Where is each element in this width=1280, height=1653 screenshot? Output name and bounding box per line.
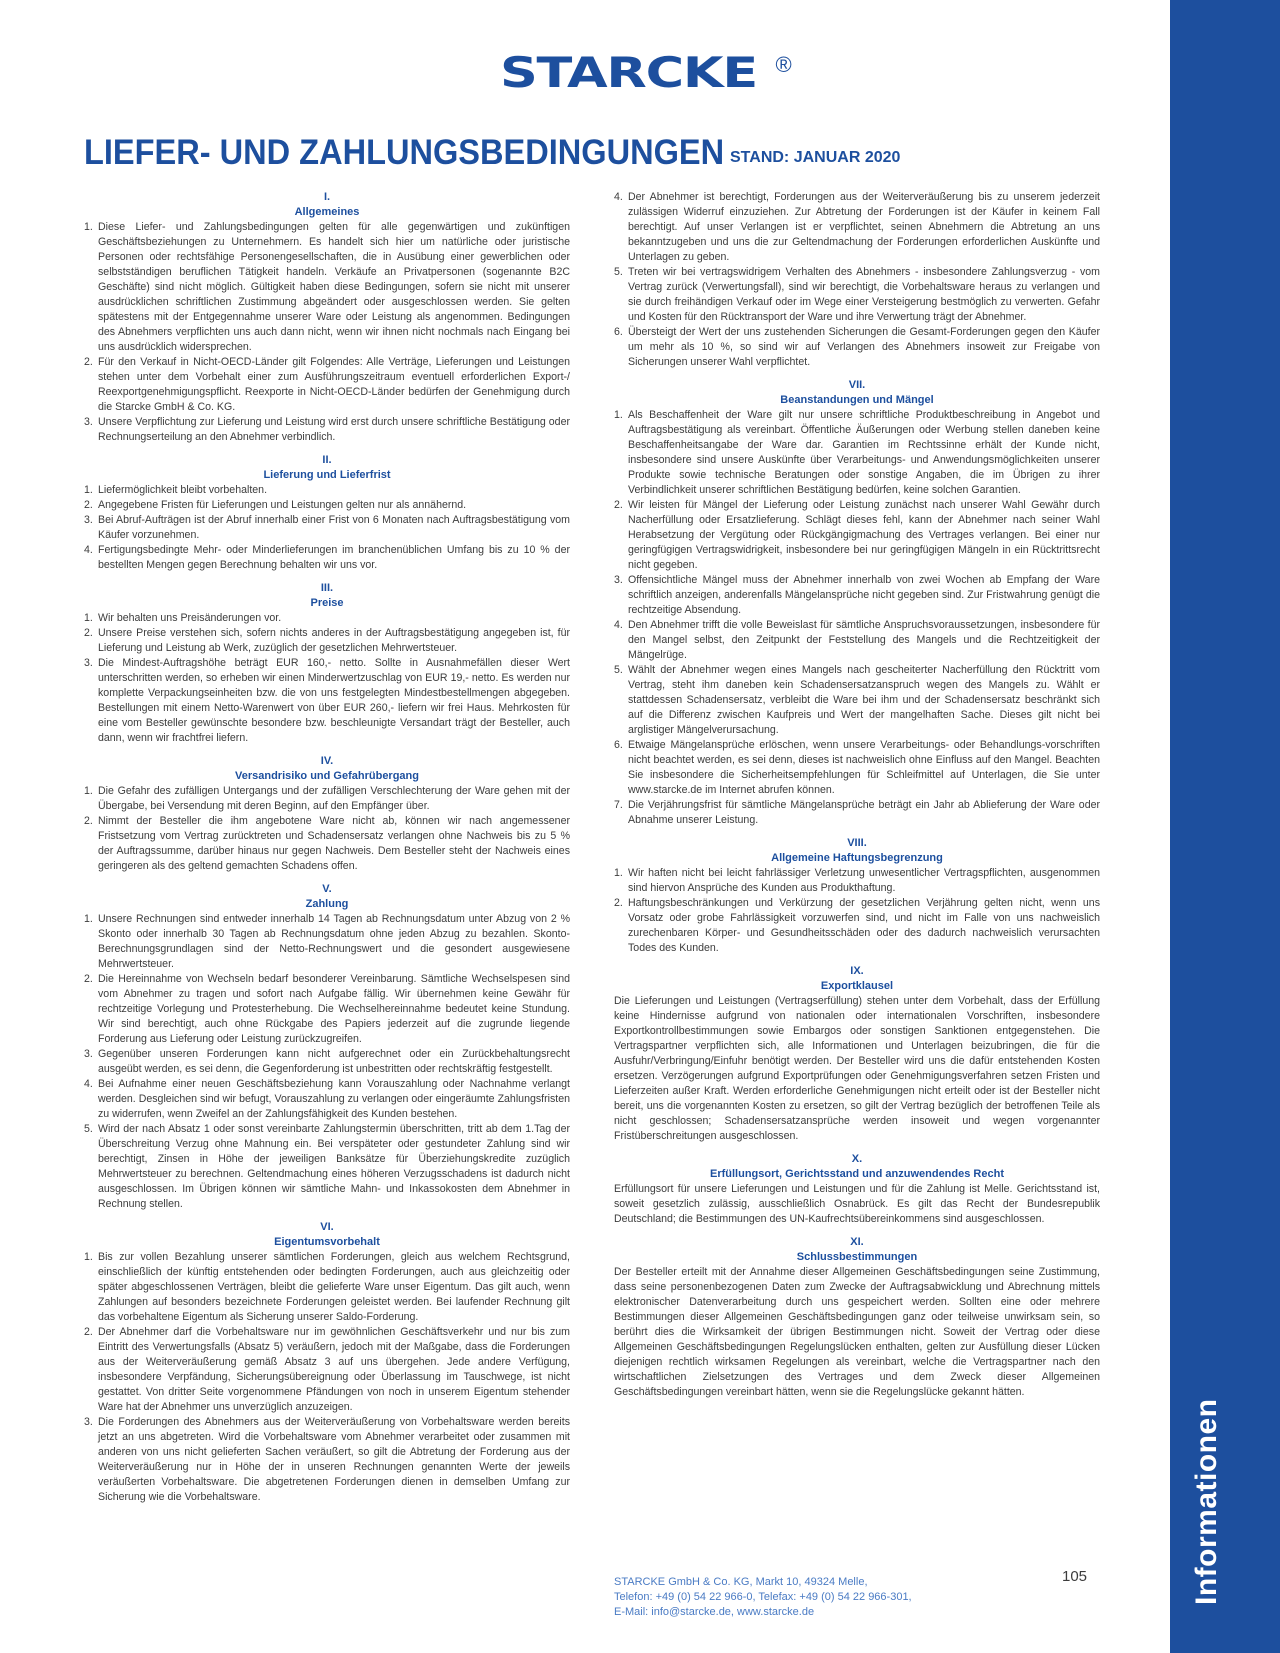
item-text: Übersteigt der Wert der uns zustehenden Sicherungen die Gesamt-Forderungen gegen den Käufer um mehr als 10 %, so sind wir auf Verlangen des Abnehmers insoweit zur Freigabe von Sicherungen unserer Wahl verpflichtet. — [628, 326, 1100, 368]
item-number: 2. — [84, 815, 93, 827]
list-item — [614, 265, 1100, 325]
item-number: 1. — [614, 867, 623, 879]
list-item — [614, 573, 1100, 618]
item-number: 4. — [614, 619, 623, 631]
numbered-list — [614, 190, 1100, 370]
item-text: Angegebene Fristen für Lieferungen und Leistungen gelten nur als annähernd. — [98, 499, 467, 511]
list-item — [84, 513, 570, 543]
list-item — [614, 663, 1100, 738]
stand-date: STAND: JANUAR 2020 — [730, 149, 901, 166]
item-text: Wir haften nicht bei leicht fahrlässiger Verletzung unwesentlicher Vertragspflichten, ausgenommen sind hiervon Ansprüche des Kunden aus Produkthaftung. — [628, 867, 1100, 894]
list-item — [614, 798, 1100, 828]
item-text: Bei Aufnahme einer neuen Geschäftsbeziehung kann Vorauszahlung oder Nachnahme verlangt werden. Desgleichen sind wir befugt, Vorauszahlung zu verlangen oder eingeräumte Zahlungsfristen zu widerrufen, wenn Zweifel an der Zahlungsfähigkeit des Kunden bestehen. — [98, 1078, 570, 1120]
section-title: Zahlung — [305, 898, 349, 910]
item-number: 2. — [84, 1326, 93, 1338]
item-number: 3. — [84, 416, 93, 428]
section-number: XI. — [850, 1236, 864, 1248]
item-number: 6. — [614, 326, 623, 338]
section-title: Preise — [310, 597, 344, 609]
list-item — [84, 972, 570, 1047]
terms-section — [84, 1220, 570, 1505]
left-column — [84, 190, 570, 1513]
item-text: Nimmt der Besteller die ihm angebotene Ware nicht ab, können wir nach angemessener Fristsetzung vom Vertrag zurücktreten und Schadensersatz verlangen ohne Nachweis bis zu 5 % der Auftragssumme, darüber hinaus nur gegen Nachweis. Dem Besteller steht der Nachweis eines geringeren als des geltend gemachten Schadens offen. — [98, 815, 570, 872]
section-number: VI. — [320, 1221, 334, 1233]
item-number: 2. — [84, 973, 93, 985]
section-number: III. — [320, 582, 334, 594]
numbered-list — [84, 1250, 570, 1505]
item-text: Unsere Preise verstehen sich, sofern nichts anderes in der Auftragsbestätigung angegeben ist, für Lieferung und Leistung ab Werk, zuzüglich der gesetzlichen Mehrwertsteuer. — [98, 627, 570, 654]
item-number: 5. — [614, 266, 623, 278]
item-text: Unsere Verpflichtung zur Lieferung und Leistung wird erst durch unsere schriftliche Bestätigung oder Rechnungserteilung an den Abnehmer verbindlich. — [98, 416, 570, 443]
section-title: Beanstandungen und Mängel — [780, 394, 934, 406]
item-number: 7. — [614, 799, 623, 811]
item-number: 3. — [84, 1416, 93, 1428]
list-item — [84, 656, 570, 746]
contact-phone: Telefon: +49 (0) 54 22 966-0, Telefax: +49 (0) 54 22 966-301, — [614, 1591, 912, 1603]
terms-section — [84, 190, 570, 445]
list-item — [84, 626, 570, 656]
list-item — [84, 543, 570, 573]
list-item — [84, 355, 570, 415]
item-number: 4. — [84, 1078, 93, 1090]
section-title: Schlussbestimmungen — [796, 1251, 918, 1263]
list-item — [84, 220, 570, 355]
terms-section — [84, 882, 570, 1212]
list-item — [84, 784, 570, 814]
section-title: Allgemeine Haftungsbegrenzung — [771, 852, 943, 864]
section-title: Lieferung und Lieferfrist — [263, 469, 391, 481]
item-number: 2. — [614, 499, 623, 511]
item-number: 4. — [614, 191, 623, 203]
item-text: Wir leisten für Mängel der Lieferung oder Leistung zunächst nach unserer Wahl Gewähr durch Nacherfüllung oder Ersatzlieferung. Schlägt dieses fehl, kann der Abnehmer nach seiner Wahl Herabsetzung der Vergütung oder Rückgängigmachung des Vertrages verlangen. Bei einer nur geringfügigen Vertragswidrigkeit, insbesondere bei nur geringfügigen Mängeln in ein Rücktrittsrecht nicht gegeben. — [628, 499, 1100, 571]
list-item — [84, 1415, 570, 1505]
item-number: 1. — [84, 785, 93, 797]
list-item — [614, 498, 1100, 573]
section-number: VII. — [848, 379, 866, 391]
item-number: 2. — [84, 627, 93, 639]
list-item — [84, 1077, 570, 1122]
section-number: X. — [851, 1153, 863, 1165]
item-number: 2. — [84, 499, 93, 511]
item-text: Treten wir bei vertragswidrigem Verhalten des Abnehmers - insbesondere Zahlungsverzug - vom Vertrag zurück (Verwertungsfall), sind wir berechtigt, die Vorbehaltsware heraus zu verlangen und sie durch freihändigen Verkauf oder im Wege einer Versteigerung bestmöglich zu verwerten. Gefahr und Kosten für den Rücktransport der Ware und ihre Verwertung trägt der Abnehmer. — [628, 266, 1100, 323]
section-title: Exportklausel — [820, 980, 894, 992]
section-title: Erfüllungsort, Gerichtsstand und anzuwendendes Recht — [710, 1168, 1004, 1180]
terms-section — [84, 453, 570, 573]
list-item — [614, 190, 1100, 265]
section-title: Eigentumsvorbehalt — [274, 1236, 380, 1248]
starcke-logo — [500, 50, 792, 100]
item-number: 1. — [84, 1251, 93, 1263]
item-number: 5. — [84, 1123, 93, 1135]
item-text: Offensichtliche Mängel muss der Abnehmer innerhalb von zwei Wochen ab Empfang der Ware schriftlich anzeigen, anderenfalls Mängelansprüche nicht gegeben sind. Zur Fristwahrung genügt die rechtzeitige Absendung. — [628, 574, 1100, 616]
item-number: 1. — [84, 612, 93, 624]
item-number: 1. — [84, 913, 93, 925]
item-text: Bei Abruf-Aufträgen ist der Abruf innerhalb einer Frist von 6 Monaten nach Auftragsbestätigung vom Käufer vorzunehmen. — [98, 514, 570, 541]
item-text: Liefermöglichkeit bleibt vorbehalten. — [98, 484, 268, 496]
list-item — [84, 415, 570, 445]
item-text: Die Forderungen des Abnehmers aus der Weiterveräußerung von Vorbehaltsware werden bereits jetzt an uns abgetreten. Wird die Vorbehaltsware vom Abnehmer verarbeitet oder zusammen mit anderen von uns nicht gelieferten Sachen veräußert, so gilt die Abtretung der Forderung aus der Weiterveräußerung nur in Höhe der in unseren Rechnungen genannten Werte der jeweils veräußerten Vorbehaltsware. Die abgetretenen Forderungen dienen in demselben Umfang zur Sicherung wie die Vorbehaltsware. — [98, 1416, 570, 1503]
item-text: Gegenüber unseren Forderungen kann nicht aufgerechnet oder ein Zurückbehaltungsrecht ausgeübt werden, es sei denn, die Gegenforderung ist unbestritten oder rechtskräftig festgestellt. — [98, 1048, 570, 1075]
numbered-list — [614, 408, 1100, 828]
item-number: 1. — [84, 484, 93, 496]
item-text: Fertigungsbedingte Mehr- oder Minderlieferungen im branchenüblichen Umfang bis zu 10 % der bestellten Mengen gegen Berechnung behalten wir uns vor. — [98, 544, 570, 571]
list-item — [614, 408, 1100, 498]
section-paragraph: Erfüllungsort für unsere Lieferungen und Leistungen und für die Zahlung ist Melle. Gerichtsstand ist, soweit gesetzlich zulässig, ausschließlich Osnabrück. Es gilt das Recht der Bundesrepublik Deutschland; die Bestimmungen des UN-Kaufrechtsübereinkommens sind ausgeschlossen. — [614, 1183, 1100, 1225]
logo-text: STARCKE — [500, 48, 757, 97]
item-number: 5. — [614, 664, 623, 676]
item-text: Wird der nach Absatz 1 oder sonst vereinbarte Zahlungstermin überschritten, tritt ab dem 1.Tag der Überschreitung Verzug ohne Mahnung ein. Bei verspäteter oder gestundeter Zahlung sind wir berechtigt, Zinsen in Höhe der jeweiligen Banksätze für Überziehungskredite zuzüglich Mehrwertsteuer zu berechnen. Geltendmachung eines höheren Verzugsschadens ist dadurch nicht ausgeschlossen. Im Übrigen können wir sämtliche Mahn- und Inkassokosten dem Abnehmer in Rechnung stellen. — [98, 1123, 570, 1210]
section-paragraph: Der Besteller erteilt mit der Annahme dieser Allgemeinen Geschäftsbedingungen seine Zustimmung, dass seine personenbezogenen Daten zum Zwecke der Auftragsabwicklung und Abrechnung mittels elektronischer Datenverarbeitung durch uns gespeichert werden. Sollten eine oder mehrere Bestimmungen dieser Allgemeinen Geschäftsbedingungen ganz oder teilweise unwirksam sein, so berührt dies die Wirksamkeit der übrigen Bestimmungen nicht. Soweit der Vertrag oder diese Allgemeinen Geschäftsbedingungen Regelungslücken enthalten, gelten zur Ausfüllung dieser Lücken diejenigen rechtlich wirksamen Regelungen als vereinbart, welche die Vertragspartner nach den wirtschaftlichen Zielsetzungen des Vertrages und dem Zweck dieser Allgemeinen Geschäftsbedingungen vereinbart hätten, wenn sie die Regelungslücke gekannt hätten. — [614, 1266, 1100, 1398]
section-number: V. — [322, 883, 332, 895]
list-item — [84, 1122, 570, 1212]
terms-section — [614, 1235, 1100, 1400]
item-number: 3. — [84, 1048, 93, 1060]
item-text: Unsere Rechnungen sind entweder innerhalb 14 Tagen ab Rechnungsdatum unter Abzug von 2 % Skonto oder innerhalb 30 Tagen ab Rechnungsdatum ohne jeden Abzug zu bezahlen. Skonto-Berechnungsgrundlagen sind der Netto-Rechnungswert und die gesondert ausgewiesene Mehrwertsteuer. — [98, 913, 570, 970]
list-item — [84, 483, 570, 498]
item-text: Wir behalten uns Preisänderungen vor. — [98, 612, 282, 624]
item-number: 2. — [614, 897, 623, 909]
list-item — [614, 896, 1100, 956]
item-number: 3. — [84, 514, 93, 526]
list-item — [614, 325, 1100, 370]
terms-section — [84, 581, 570, 746]
section-number: VIII. — [847, 837, 867, 849]
list-item — [614, 738, 1100, 798]
item-text: Die Hereinnahme von Wechseln bedarf besonderer Vereinbarung. Sämtliche Wechselspesen sind vom Abnehmer zu tragen und sofort nach Aufgabe fällig. Wir übernehmen keine Gewähr für rechtzeitige Vorlegung und Protesterhebung. Die Wechselhereinnahme bedeutet keine Stundung. Wir sind berechtigt, auch ohne Rückgabe des Papiers jederzeit auf die zugrunde liegende Forderung aus Lieferung oder Leistung zurückzugreifen. — [98, 973, 570, 1045]
contact-block — [614, 1575, 912, 1620]
item-number: 6. — [614, 739, 623, 751]
item-number: 3. — [84, 657, 93, 669]
page-title: LIEFER- UND ZAHLUNGSBEDINGUNGEN — [84, 133, 725, 172]
item-text: Der Abnehmer ist berechtigt, Forderungen aus der Weiterveräußerung bis zu unserem jederzeit zulässigen Widerruf einzuziehen. Zur Abtretung der Forderungen ist der Käufer in keinem Fall berechtigt. Auf unser Verlangen ist er verpflichtet, seinen Abnehmern die Abtretung an uns bekanntzugeben und uns die zur Geltendmachung der Forderungen erforderlichen Auskünfte und Unterlagen zu geben. — [628, 191, 1100, 263]
section-title: Versandrisiko und Gefahrübergang — [235, 770, 419, 782]
item-text: Die Mindest-Auftragshöhe beträgt EUR 160,- netto. Sollte in Ausnahmefällen dieser Wert unterschritten werden, so erheben wir einen Minderwertzuschlag von EUR 19,- netto. Es werden nur komplette Verpackungseinheiten bzw. die von uns festgelegten Mindestbestellmengen abgegeben. Bestellungen mit einem Netto-Warenwert von über EUR 260,- liefern wir frei Haus. Mehrkosten für eine vom Besteller gewünschte besondere bzw. beschleunigte Versandart trägt der Besteller, auch dann, wenn wir frachtfrei liefern. — [98, 657, 570, 744]
item-text: Für den Verkauf in Nicht-OECD-Länder gilt Folgendes: Alle Verträge, Lieferungen und Leistungen stehen unter dem Vorbehalt einer zum Ausführungszeitraum eventuell erforderlichen Export-/ Reexportgenehmigungspflicht. Reexporte in Nicht-OECD-Länder bedürfen der Genehmigung durch die Starcke GmbH & Co. KG. — [98, 356, 570, 413]
item-text: Als Beschaffenheit der Ware gilt nur unsere schriftliche Produktbeschreibung in Angebot und Auftragsbestätigung als vereinbart. Öffentliche Äußerungen oder Werbung stellen daneben keine Beschaffenheitsangabe der Ware dar. Garantien im Rechtssinne erhält der Kunde nicht, insbesondere sind unsere Auskünfte über Verarbeitungs- und Anwendungsmöglichkeiten unserer Produkte sowie technische Beratungen oder sonstige Angaben, die im Übrigen zu ihrer Verbindlichkeit unserer schriftlichen Bestätigung bedürfen, keine solchen Garantien. — [628, 409, 1100, 496]
item-text: Bis zur vollen Bezahlung unserer sämtlichen Forderungen, gleich aus welchem Rechtsgrund, einschließlich der künftig entstehenden oder bedingten Forderungen, auch aus gleichzeitig oder später abgeschlossenen Verträgen, bleibt die gelieferte Ware unser Eigentum. Das gilt auch, wenn Zahlungen auf besonders bezeichnete Forderungen geleistet werden. Bei laufender Rechnung gilt das vorbehaltene Eigentum als Sicherung unserer Saldo-Forderung. — [98, 1251, 570, 1323]
section-continuation — [614, 190, 1100, 370]
numbered-list — [84, 220, 570, 445]
list-item — [84, 1250, 570, 1325]
item-text: Diese Liefer- und Zahlungsbedingungen gelten für alle gegenwärtigen und zukünftigen Geschäftsbeziehungen zu Unternehmern. Es handelt sich hier um natürliche oder juristische Personen oder rechtsfähige Personengesellschaften, die in Ausübung einer gewerblichen oder selbstständigen beruflichen Tätigkeit handeln. Verkäufe an Privatpersonen (sogenannte B2C Geschäfte) sind nicht möglich. Gültigkeit haben diese Bedingungen, sofern sie nicht mit unserer ausdrücklichen schriftlichen Zustimmung abgeändert oder ausgeschlossen werden. Sie gelten spätestens mit der Entgegennahme unserer Ware oder Leistung als angenommen. Bedingungen des Abnehmers verpflichten uns auch dann nicht, wenn wir ihnen nicht nochmals nach Eingang bei uns ausdrücklich widersprechen. — [98, 221, 570, 353]
terms-section — [614, 378, 1100, 828]
numbered-list — [84, 611, 570, 746]
item-number: 1. — [84, 221, 93, 233]
numbered-list — [84, 784, 570, 874]
numbered-list — [614, 866, 1100, 956]
contact-email[interactable]: E-Mail: info@starcke.de, www.starcke.de — [614, 1606, 815, 1618]
list-item — [84, 498, 570, 513]
right-column — [614, 190, 1100, 1408]
item-text: Der Abnehmer darf die Vorbehaltsware nur im gewöhnlichen Geschäftsverkehr und nur bis zum Eintritt des Verwertungsfalls (Absatz 5) veräußern, jedoch mit der Maßgabe, dass die Forderungen aus der Weiterveräußerung gemäß Absatz 3 auf uns übergehen. Jede andere Verfügung, insbesondere Verpfändung, Sicherungsübereignung oder Überlassung im Tauschwege, ist nicht gestattet. Von dritter Seite vorgenommene Pfändungen von noch in unserem Eigentum stehender Ware hat der Abnehmer uns unverzüglich anzuzeigen. — [98, 1326, 570, 1413]
section-number: IX. — [850, 965, 864, 977]
item-text: Die Verjährungsfrist für sämtliche Mängelansprüche beträgt ein Jahr ab Ablieferung der Ware oder Abnahme unserer Leistung. — [628, 799, 1100, 826]
list-item — [614, 618, 1100, 663]
list-item — [614, 866, 1100, 896]
item-number: 2. — [84, 356, 93, 368]
numbered-list — [84, 483, 570, 573]
item-text: Etwaige Mängelansprüche erlöschen, wenn unsere Verarbeitungs- oder Behandlungs-vorschriften nicht beachtet werden, es sei denn, dieses ist nachweislich ohne Einfluss auf den Mangel. Beachten Sie insbesondere die Sicherheitsempfehlungen für Schleifmittel auf Unterlagen, die Sie unter www.starcke.de im Internet abrufen können. — [628, 739, 1100, 796]
terms-section — [614, 836, 1100, 956]
section-paragraph: Die Lieferungen und Leistungen (Vertragserfüllung) stehen unter dem Vorbehalt, dass der Erfüllung keine Hindernisse aufgrund von nationalen oder internationalen Vorschriften, insbesondere Exportkontrollbestimmungen sowie Embargos oder sonstigen Sanktionen entgegenstehen. Die Vertragspartner verpflichten sich, alle Informationen und Unterlagen beizubringen, die für die Ausfuhr/Verbringung/Einfuhr benötigt werden. Der Besteller wird uns die dafür entstehenden Kosten ersetzen. Verzögerungen aufgrund Exportprüfungen oder Genehmigungsverfahren setzen Fristen und Lieferzeiten außer Kraft. Werden erforderliche Genehmigungen nicht erteilt oder ist der Besteller nicht bereit, uns die vorgenannten Kosten zu ersetzen, so gilt der Vertrag bezüglich der betroffenen Teile als nicht geschlossen; Schadensersatzansprüche werden insoweit und wegen vorgenannter Fristüberschreitungen ausgeschlossen. — [614, 995, 1100, 1142]
list-item — [84, 611, 570, 626]
sidebar-label: Informationen — [1190, 1398, 1223, 1605]
item-text: Die Gefahr des zufälligen Untergangs und der zufälligen Verschlechterung der Ware gehen mit der Übergabe, bei Versendung mit deren Beginn, auf den Empfänger über. — [98, 785, 570, 812]
item-number: 1. — [614, 409, 623, 421]
section-title: Allgemeines — [294, 206, 360, 218]
contact-address: STARCKE GmbH & Co. KG, Markt 10, 49324 Melle, — [614, 1576, 868, 1588]
terms-section — [614, 1152, 1100, 1227]
item-text: Wählt der Abnehmer wegen eines Mangels nach gescheiterter Nacherfüllung den Rücktritt vom Vertrag, steht ihm daneben kein Schadensersatzanspruch wegen des Mangels zu. Wählt er stattdessen Schadensersatz, verbleibt die Ware bei ihm und der Schadensersatz beschränkt sich auf die Differenz zwischen Kaufpreis und Wert der mangelhaften Sache. Dieses gilt nicht bei arglistiger Mängelverursachung. — [628, 664, 1100, 736]
list-item — [84, 912, 570, 972]
section-number: I. — [323, 191, 331, 203]
page-number: 105 — [1062, 1568, 1088, 1585]
section-number: II. — [322, 454, 332, 466]
registered-mark: ® — [775, 52, 792, 77]
item-text: Den Abnehmer trifft die volle Beweislast für sämtliche Anspruchsvoraussetzungen, insbesondere für den Mangel selbst, den Zeitpunkt der Feststellung des Mangels und die Rechtzeitigkeit der Mängelrüge. — [628, 619, 1100, 661]
section-number: IV. — [320, 755, 334, 767]
list-item — [84, 814, 570, 874]
list-item — [84, 1047, 570, 1077]
item-number: 3. — [614, 574, 623, 586]
list-item — [84, 1325, 570, 1415]
item-text: Haftungsbeschränkungen und Verkürzung der gesetzlichen Verjährung gelten nicht, wenn uns Vorsatz oder grobe Fahrlässigkeit vorzuwerfen sind, und nicht im Falle von uns nachweislich zurechenbaren Körper- und Gesundheitsschäden oder des dadurch nachweislich verursachten Todes des Kunden. — [628, 897, 1100, 954]
terms-section — [614, 964, 1100, 1144]
terms-section — [84, 754, 570, 874]
item-number: 4. — [84, 544, 93, 556]
numbered-list — [84, 912, 570, 1212]
